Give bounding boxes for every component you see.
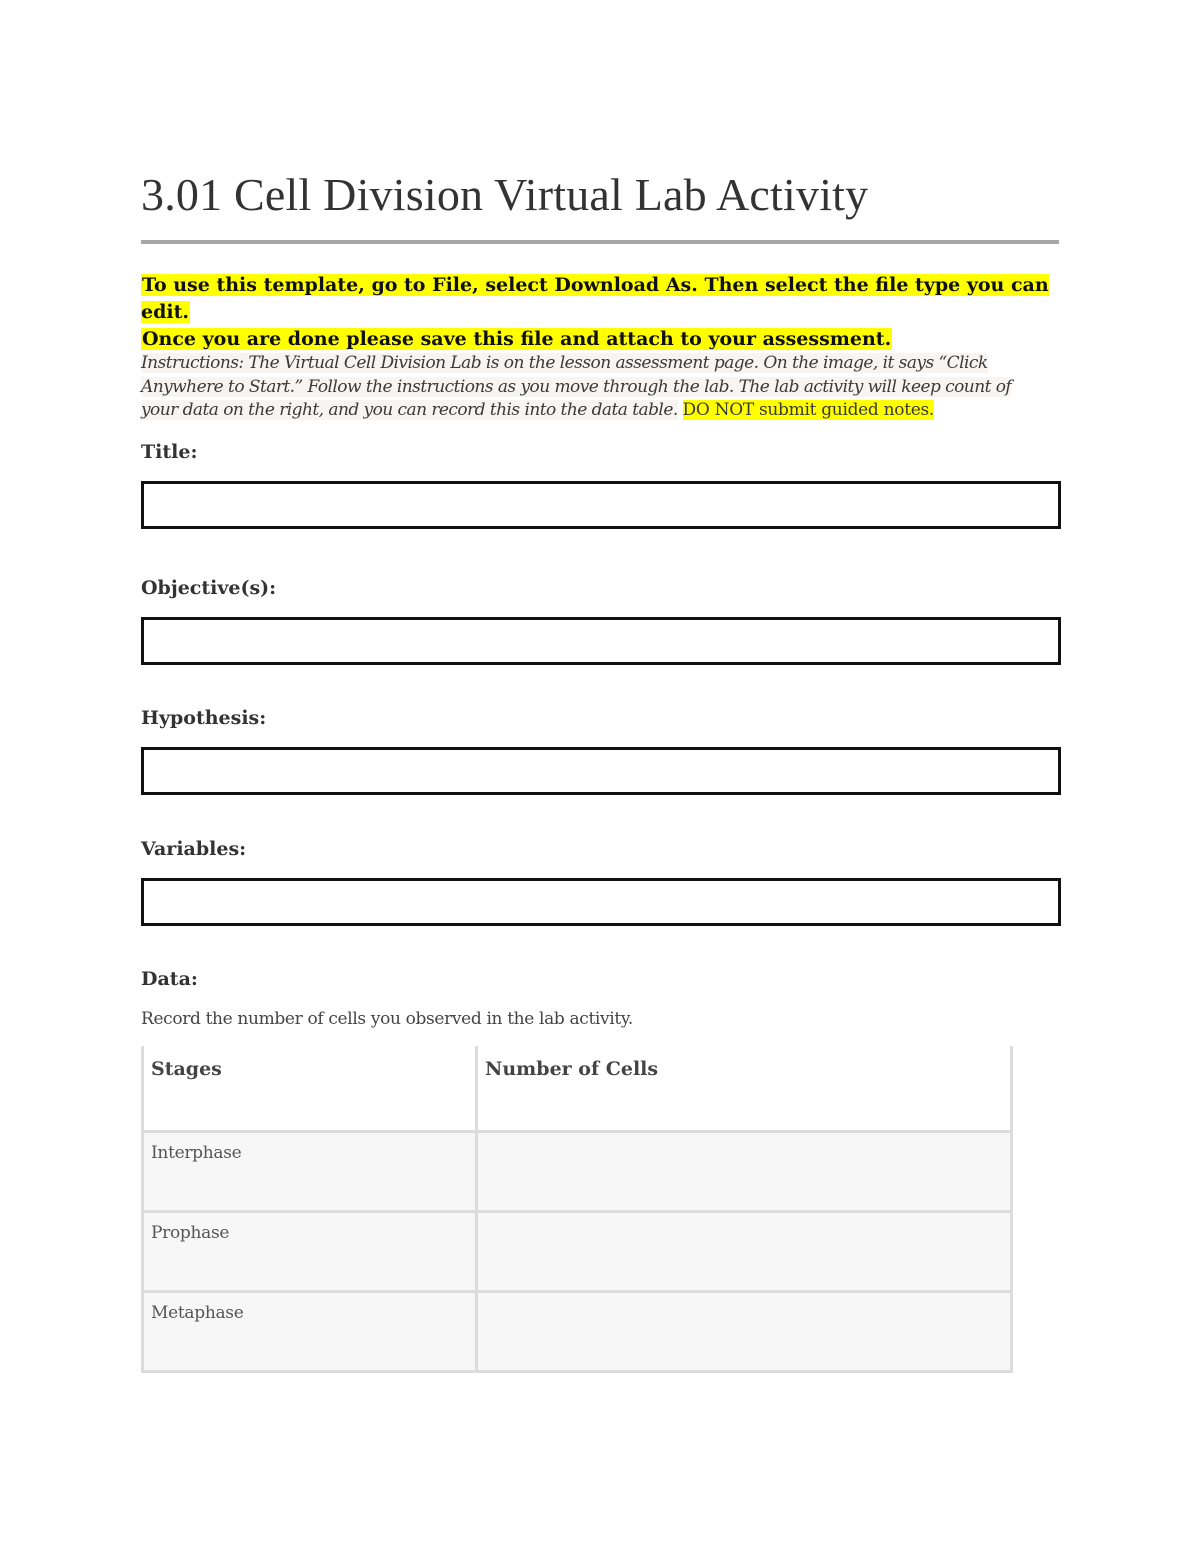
header-number-of-cells: Number of Cells bbox=[477, 1046, 1012, 1132]
variables-label: Variables: bbox=[141, 838, 247, 860]
template-notice bbox=[141, 272, 1071, 353]
header-stages: Stages bbox=[143, 1046, 477, 1132]
table-row bbox=[143, 1132, 1012, 1212]
table-row bbox=[143, 1292, 1012, 1372]
stage-cell: Interphase bbox=[143, 1132, 477, 1212]
instructions-text: Instructions: The Virtual Cell Division Lab is on the lesson assessment page. On the image, it says “Click Anywhere to Start.” Follow the instructions as you move through the lab. The lab activity will keep count of your data on the right, and you can record this into the data table. bbox=[141, 353, 1012, 420]
count-cell[interactable] bbox=[477, 1132, 1012, 1212]
table-row bbox=[143, 1212, 1012, 1292]
stage-cell: Metaphase bbox=[143, 1292, 477, 1372]
variables-answer-box[interactable] bbox=[141, 878, 1061, 926]
page-title: 3.01 Cell Division Virtual Lab Activity bbox=[141, 169, 869, 220]
title-answer-box[interactable] bbox=[141, 481, 1061, 529]
count-cell[interactable] bbox=[477, 1212, 1012, 1292]
instructions-warning: DO NOT submit guided notes. bbox=[682, 400, 935, 420]
count-cell[interactable] bbox=[477, 1292, 1012, 1372]
objectives-label: Objective(s): bbox=[141, 577, 277, 599]
title-divider bbox=[141, 240, 1059, 244]
objectives-answer-box[interactable] bbox=[141, 617, 1061, 665]
data-caption: Record the number of cells you observed in the lab activity. bbox=[141, 1009, 633, 1029]
table-header-row bbox=[143, 1046, 1012, 1132]
data-table bbox=[141, 1046, 1013, 1373]
notice-line-2: Once you are done please save this file and attach to your assessment. bbox=[142, 328, 892, 350]
notice-line-1: To use this template, go to File, select Download As. Then select the file type you can edit. bbox=[141, 274, 1049, 323]
instructions bbox=[141, 352, 1041, 423]
data-label: Data: bbox=[141, 968, 198, 990]
stage-cell: Prophase bbox=[143, 1212, 477, 1292]
hypothesis-answer-box[interactable] bbox=[141, 747, 1061, 795]
hypothesis-label: Hypothesis: bbox=[141, 707, 267, 729]
title-label: Title: bbox=[141, 441, 198, 463]
